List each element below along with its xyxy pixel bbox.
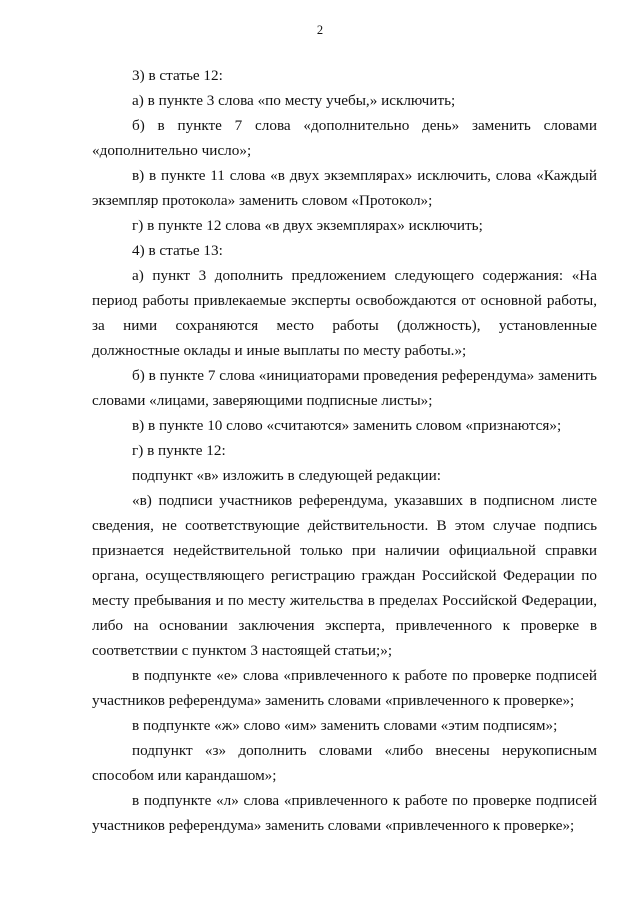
paragraph-subpoint-e: в подпункте «е» слова «привлеченного к работе по проверке подписей участников референдума» заменить словами «привлеченного к проверке»; (92, 667, 597, 709)
paragraph-article-13: 4) в статье 13: (132, 242, 223, 259)
paragraph-subpoint-zh: в подпункте «ж» слово «им» заменить словами «этим подписям»; (132, 717, 558, 734)
document-body (92, 63, 597, 838)
paragraph-subpoint-z: подпункт «з» дополнить словами «либо внесены нерукописным способом или карандашом»; (92, 742, 597, 784)
paragraph-subpoint-v-intro: подпункт «в» изложить в следующей редакции: (132, 467, 441, 484)
paragraph-12-v: в) в пункте 11 слова «в двух экземплярах» исключить, слова «Каждый экземпляр протокола» заменить словом «Протокол»; (92, 167, 597, 209)
paragraph-13-b: б) в пункте 7 слова «инициаторами проведения референдума» заменить словами «лицами, заверяющими подписные листы»; (92, 367, 597, 409)
paragraph-subpoint-v-text: «в) подписи участников референдума, указавших в подписном листе сведения, не соответствующие действительности. В этом случае подпись признается недействительной только при наличии официальной справки органа, осуществляющего регистрацию граждан Российской Федерации по месту пребывания и по месту жительства в пределах Российской Федерации, либо на основании заключения эксперта, привлеченного к проверке в соответствии с пунктом 3 настоящей статьи;»; (92, 492, 597, 659)
paragraph-subpoint-l: в подпункте «л» слова «привлеченного к работе по проверке подписей участников референдума» заменить словами «привлеченного к проверке»; (92, 792, 597, 834)
paragraph-13-v: в) в пункте 10 слово «считаются» заменить словом «признаются»; (132, 417, 562, 434)
paragraph-article-12: 3) в статье 12: (132, 67, 223, 84)
paragraph-13-g: г) в пункте 12: (132, 442, 226, 459)
paragraph-13-a: а) пункт 3 дополнить предложением следующего содержания: «На период работы привлекаемые эксперты освобождаются от основной работы, за ними сохраняются место работы (должность), установленные должностные оклады и иные выплаты по месту работы.»; (92, 267, 597, 359)
paragraph-12-b: б) в пункте 7 слова «дополнительно день» заменить словами «дополнительно число»; (92, 117, 597, 159)
paragraph-12-a: а) в пункте 3 слова «по месту учебы,» исключить; (132, 92, 456, 109)
paragraph-12-g: г) в пункте 12 слова «в двух экземплярах» исключить; (132, 217, 483, 234)
page-number: 2 (316, 23, 324, 37)
